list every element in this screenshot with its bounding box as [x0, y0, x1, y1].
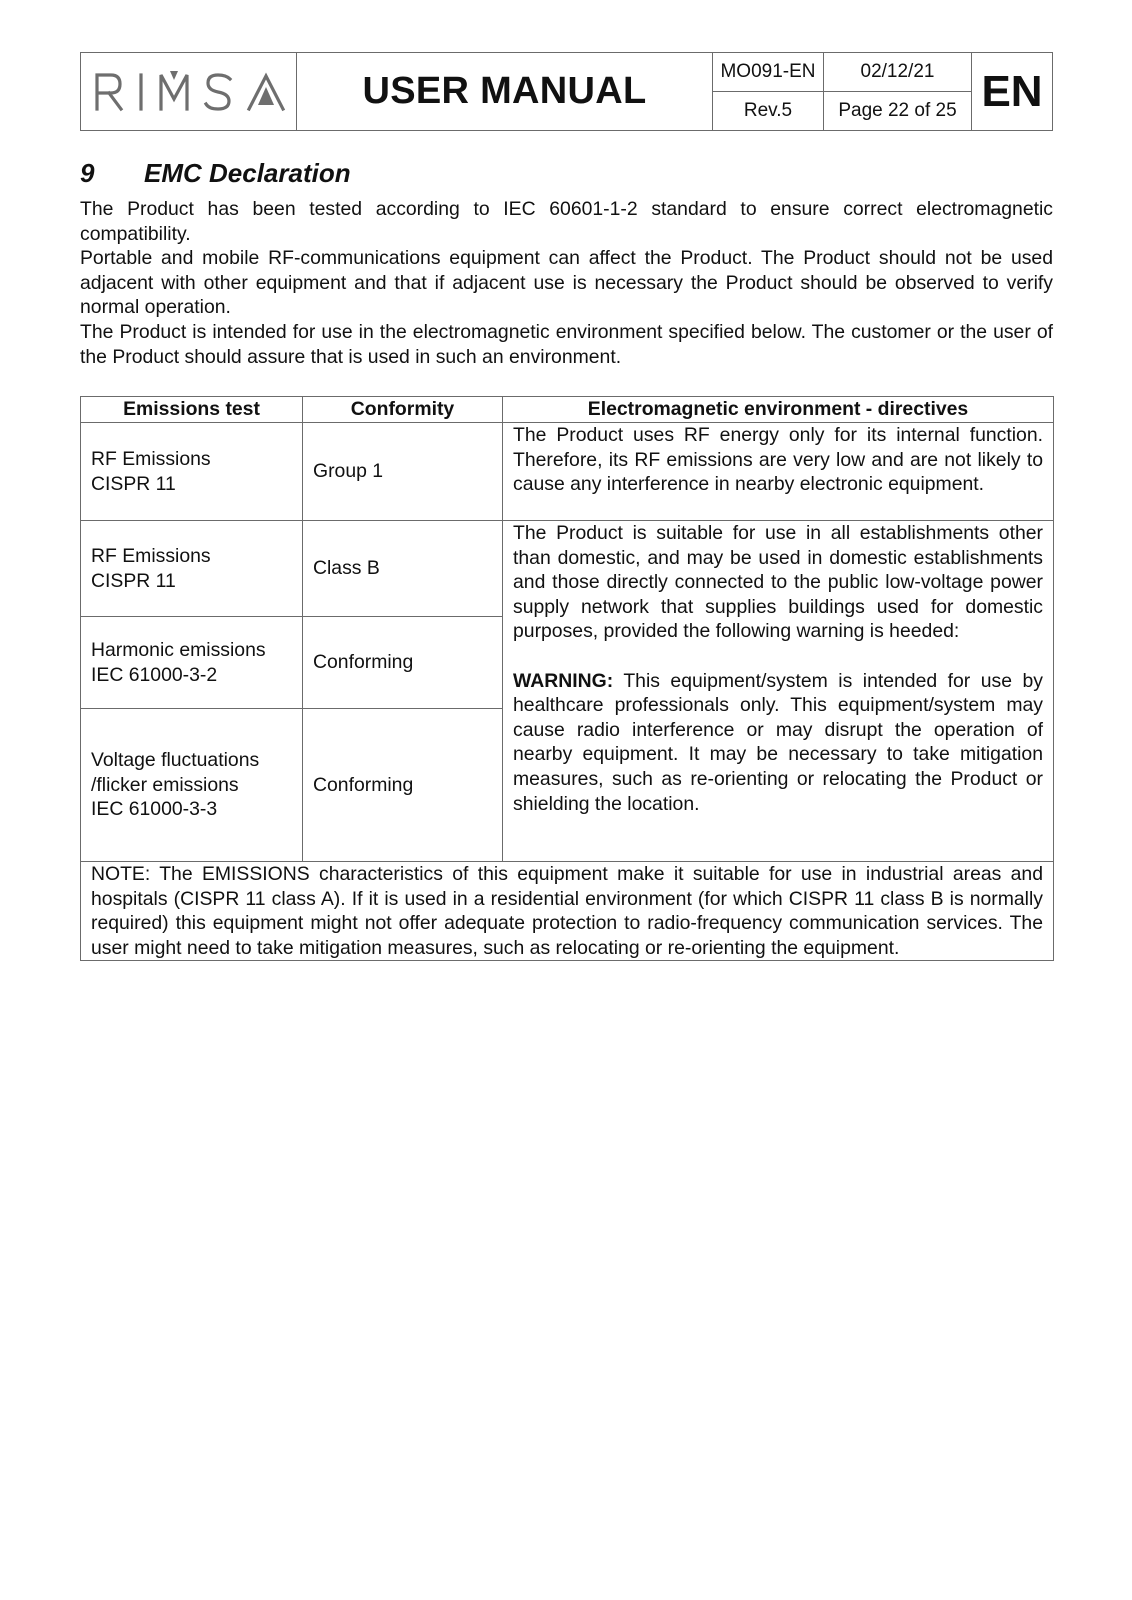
test-name: RF Emissions [91, 447, 211, 470]
logo-cell [81, 53, 297, 131]
note-row [81, 862, 1054, 961]
header-emissions-test: Emissions test [81, 397, 303, 423]
section-body [80, 197, 1053, 369]
conformity-cell: Group 1 [303, 423, 503, 521]
header-environment: Electromagnetic environment - directives [503, 397, 1054, 423]
manual-page [80, 52, 1053, 959]
test-name-cont: /flicker emissions [91, 773, 239, 796]
test-standard: IEC 61000-3-2 [91, 663, 218, 686]
rimsa-logo-icon [91, 67, 287, 117]
paragraph: Portable and mobile RF-communications equipment can affect the Product. The Product should not be used adjacent with other equipment and that if adjacent use is necessary the Product should be observed to verify normal operation. [80, 247, 1053, 319]
test-name: Harmonic emissions [91, 638, 266, 661]
conformity-cell: Conforming [303, 709, 503, 862]
emissions-table [80, 396, 1054, 961]
page-number: Page 22 of 25 [824, 92, 972, 131]
paragraph: The Product is intended for use in the electromagnetic environment specified below. The customer or the user of the Product should assure that is used in such an environment. [80, 320, 1053, 368]
document-header [80, 52, 1053, 131]
table-note: NOTE: The EMISSIONS characteristics of this equipment make it suitable for use in industrial areas and hospitals (CISPR 11 class A). If it is used in a residential environment (for which CISPR 11 class B is normally required) this equipment might not offer adequate protection to radio-frequency communication services. The user might need to take mitigation measures, such as relocating or re-orienting the equipment. [81, 862, 1054, 961]
test-standard: IEC 61000-3-3 [91, 798, 218, 821]
company-logo [81, 67, 296, 117]
table-row [81, 521, 1054, 617]
environment-cell: The Product uses RF energy only for its internal function. Therefore, its RF emissions are very low and are not likely to cause any interference in nearby electronic equipment. [503, 423, 1054, 521]
manual-title: USER MANUAL [297, 53, 713, 131]
environment-text: The Product is suitable for use in all establishments other than domestic, and may be used in domestic establishments and those directly connected to the public low-voltage power supply network that supplies buildings used for domestic purposes, provided the following warning is heeded: [513, 522, 1043, 643]
section-heading [80, 158, 351, 189]
test-standard: CISPR 11 [91, 472, 176, 495]
warning-text: This equipment/system is intended for use by healthcare professionals only. This equipment/system may cause radio interference or may disrupt the operation of nearby equipment. It may be necessary to take mitigation measures, such as re-orienting or relocating the Product or shielding the location. [513, 669, 1043, 815]
document-code: MO091-EN [713, 53, 824, 92]
paragraph: The Product has been tested according to IEC 60601-1-2 standard to ensure correct electromagnetic compatibility. [80, 198, 1053, 245]
emissions-test-cell [81, 617, 303, 709]
revision: Rev.5 [713, 92, 824, 131]
table-row [81, 423, 1054, 521]
conformity-cell: Class B [303, 521, 503, 617]
document-date: 02/12/21 [824, 53, 972, 92]
emissions-test-cell [81, 521, 303, 617]
emissions-test-cell [81, 709, 303, 862]
warning-label: WARNING: [513, 669, 614, 692]
header-conformity: Conformity [303, 397, 503, 423]
test-name: RF Emissions [91, 544, 211, 567]
warning-paragraph [513, 669, 1043, 817]
emissions-test-cell [81, 423, 303, 521]
test-name: Voltage fluctuations [91, 749, 260, 772]
section-number: 9 [80, 158, 95, 188]
language-code: EN [972, 53, 1053, 131]
environment-cell [503, 521, 1054, 862]
test-standard: CISPR 11 [91, 569, 176, 592]
section-title: EMC Declaration [144, 158, 351, 188]
table-header-row [81, 397, 1054, 423]
conformity-cell: Conforming [303, 617, 503, 709]
